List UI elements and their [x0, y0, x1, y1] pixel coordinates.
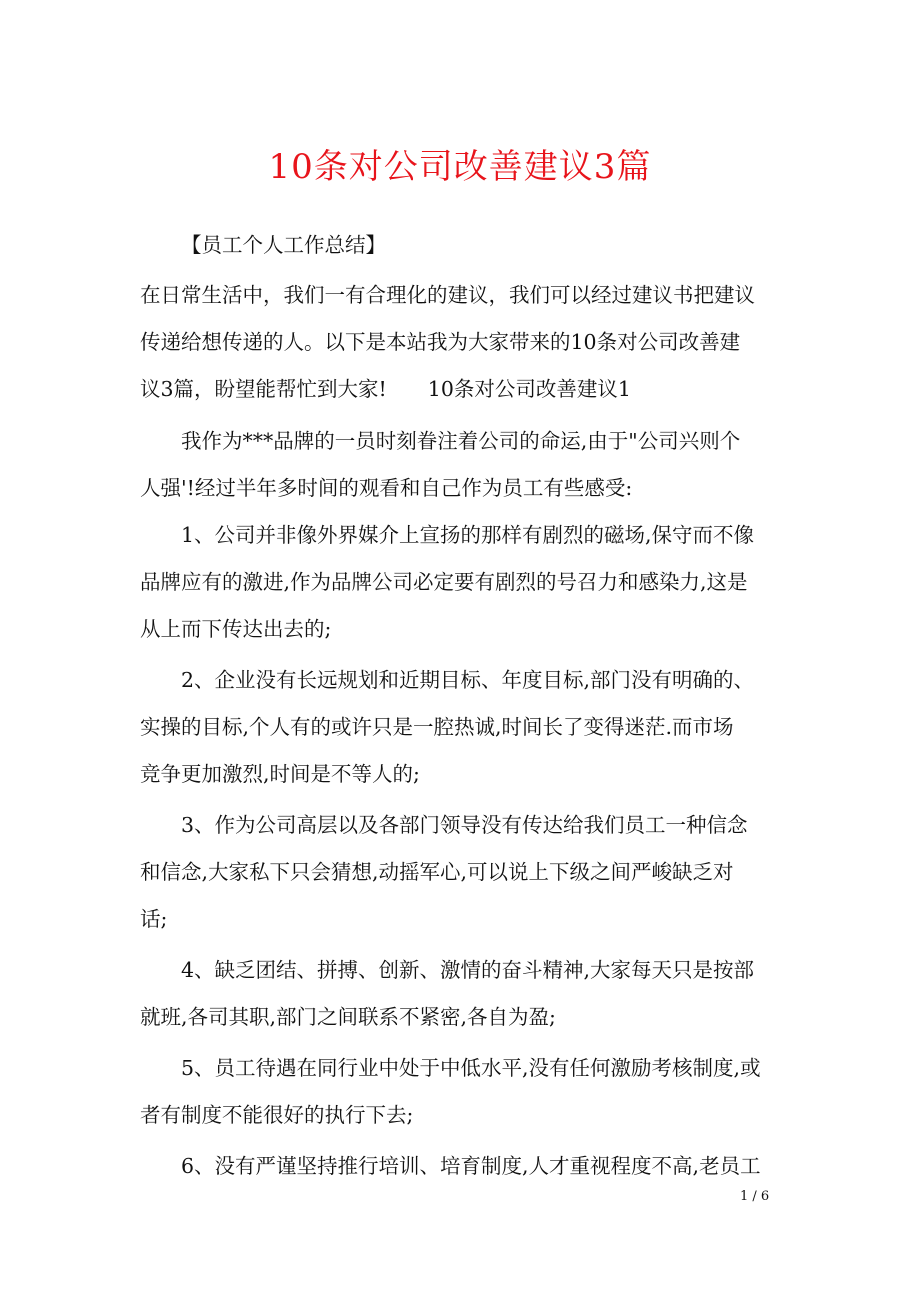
- text-line: 人强'!经过半年多时间的观看和自己作为员工有些感受:: [140, 476, 633, 500]
- text-line: 【员工个人工作总结】: [181, 233, 386, 257]
- text-line: 在日常生活中，我们一有合理化的建议，我们可以经过建议书把建议: [140, 283, 755, 307]
- text-line: 传递给想传递的人。以下是本站我为大家带来的10条对公司改善建: [140, 330, 741, 354]
- text-line: 话;: [140, 907, 168, 931]
- text-line: 和信念,大家私下只会猜想,动摇军心,可以说上下级之间严峻缺乏对: [140, 860, 734, 884]
- document-title: 10条对公司改善建议3篇: [268, 147, 652, 187]
- text-line: 1、公司并非像外界媒介上宣扬的那样有剧烈的磁场,保守而不像: [181, 523, 755, 547]
- text-line: 品牌应有的激进,作为品牌公司必定要有剧烈的号召力和感染力,这是: [140, 570, 748, 594]
- text-line: 者有制度不能很好的执行下去;: [140, 1103, 414, 1127]
- text-line: 竞争更加激烈,时间是不等人的;: [140, 762, 420, 786]
- text-line: 5、员工待遇在同行业中处于中低水平,没有任何激励考核制度,或: [181, 1056, 761, 1080]
- text-line: 议3篇，盼望能帮忙到大家! 10条对公司改善建议1: [140, 377, 631, 401]
- text-line: 4、缺乏团结、拼搏、创新、激情的奋斗精神,大家每天只是按部: [181, 958, 755, 982]
- text-line: 从上而下传达出去的;: [140, 617, 332, 641]
- text-line: 6、没有严谨坚持推行培训、培育制度,人才重视程度不高,老员工: [181, 1154, 761, 1178]
- text-line: 就班,各司其职,部门之间联系不紧密,各自为盈;: [140, 1005, 556, 1029]
- text-line: 我作为***品牌的一员时刻眷注着公司的命运,由于"公司兴则个: [181, 429, 741, 453]
- page-number: 1 / 6: [740, 1189, 770, 1204]
- text-line: 3、作为公司高层以及各部门领导没有传达给我们员工一种信念: [181, 813, 748, 837]
- text-line: 实操的目标,个人有的或许只是一腔热诚,时间长了变得迷茫.而市场: [140, 715, 734, 739]
- text-line: 2、企业没有长远规划和近期目标、年度目标,部门没有明确的、: [181, 668, 755, 692]
